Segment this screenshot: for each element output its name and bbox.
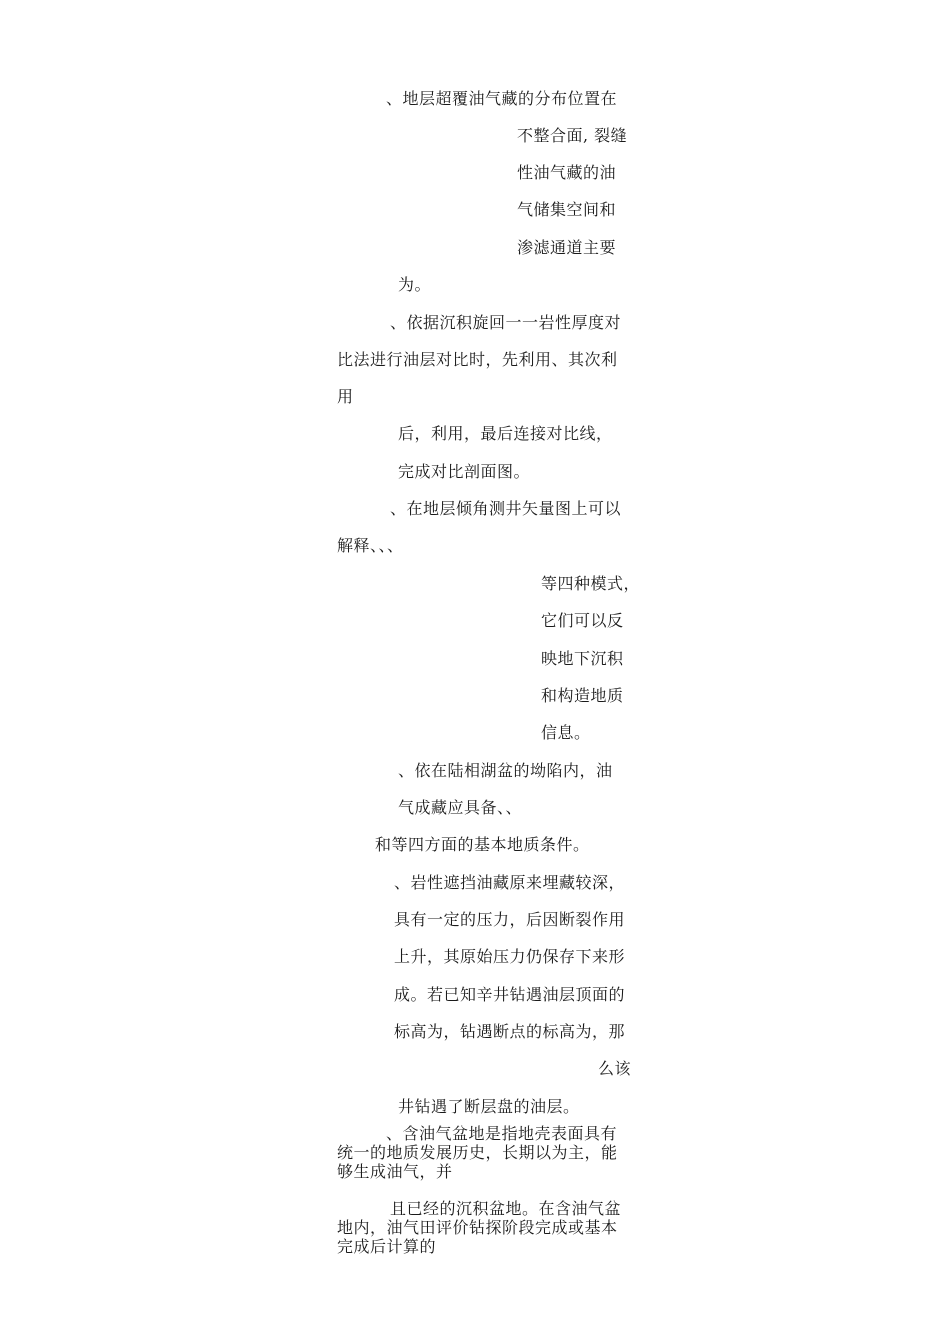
text-line: 统一的地质发展历史，长期以为主，能	[337, 1143, 618, 1162]
text-line: 和等四方面的基本地质条件。	[375, 835, 590, 854]
text-line: 完成对比剖面图。	[398, 462, 531, 481]
text-line: 它们可以反	[541, 611, 624, 630]
text-line: 、依据沉积旋回一一岩性厚度对	[390, 313, 622, 332]
text-line: 渗滤通道主要	[517, 238, 617, 257]
text-line: 、依在陆相湖盆的坳陷内，油	[398, 761, 613, 780]
text-line: 够生成油气，并	[337, 1162, 453, 1181]
text-line: 和构造地质	[541, 686, 624, 705]
text-line: 映地下沉积	[541, 649, 624, 668]
text-line: 成。若已知辛井钻遇油层顶面的	[394, 985, 626, 1004]
text-line: 为。	[398, 275, 432, 294]
text-line: 具有一定的压力，后因断裂作用	[394, 910, 626, 929]
text-line: 、在地层倾角测井矢量图上可以	[390, 499, 622, 518]
text-line: 且已经的沉积盆地。在含油气盆	[390, 1199, 622, 1218]
text-line: 完成后计算的	[337, 1237, 437, 1256]
text-line: 、岩性遮挡油藏原来埋藏较深，	[394, 873, 626, 892]
text-line: 标高为，钻遇断点的标高为，那	[394, 1022, 626, 1041]
text-line: 、地层超覆油气藏的分布位置在	[386, 89, 618, 108]
text-line: 上升，其原始压力仍保存下来形	[394, 947, 626, 966]
text-line: 气储集空间和	[517, 200, 617, 219]
text-line: 比法进行油层对比时，先利用、其次利	[337, 350, 618, 369]
text-line: 地内，油气田评价钻探阶段完成或基本	[337, 1218, 618, 1237]
text-line: 井钻遇了断层盘的油层。	[398, 1097, 580, 1116]
text-line: 气成藏应具备、、	[398, 798, 523, 817]
text-line: 不整合面, 裂缝	[517, 126, 628, 145]
text-line: 后，利用，最后连接对比线，	[398, 424, 613, 443]
text-line: 等四种模式，	[541, 574, 641, 593]
text-line: 用	[337, 387, 354, 406]
text-line: 信息。	[541, 723, 591, 742]
text-line: 性油气藏的油	[517, 163, 617, 182]
text-line: 、含油气盆地是指地壳表面具有	[386, 1124, 618, 1143]
text-line: 么该	[598, 1059, 632, 1078]
text-line: 解释、、、	[337, 536, 404, 555]
